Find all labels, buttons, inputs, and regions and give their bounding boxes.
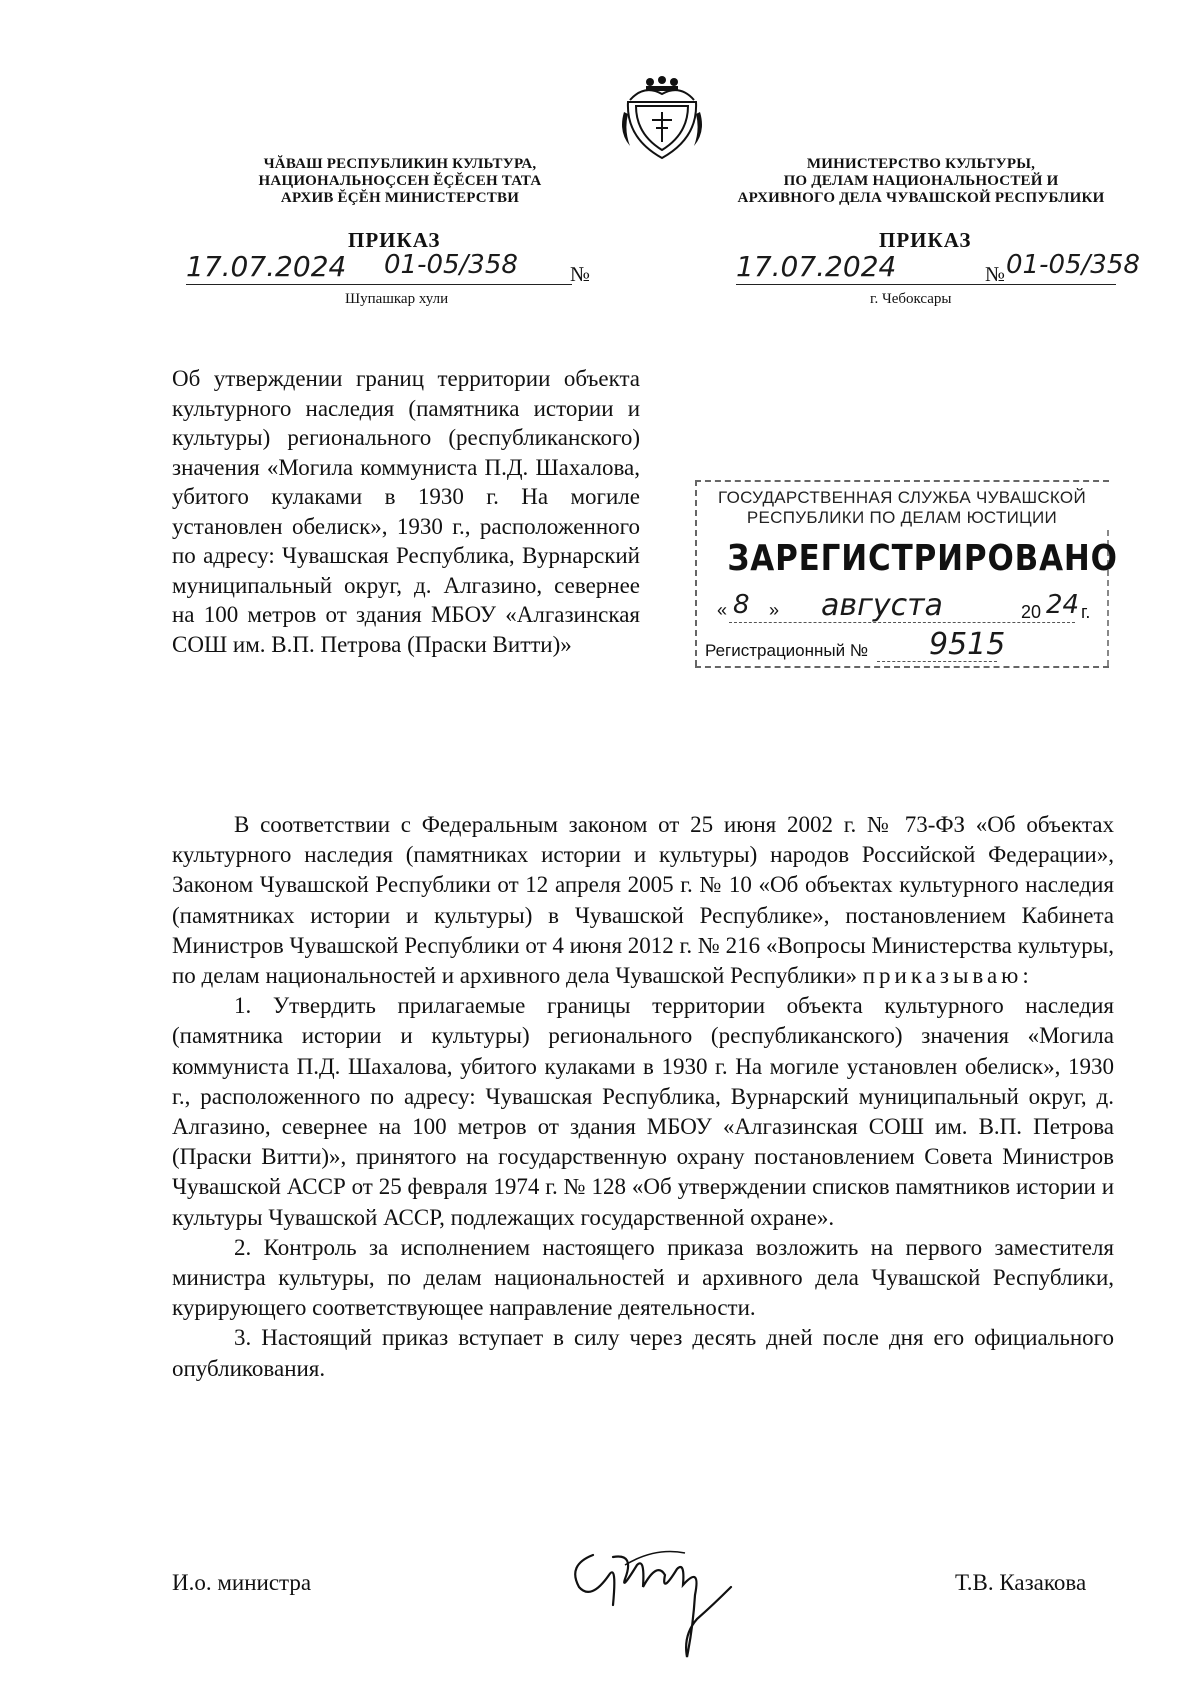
number-sign-left: №	[570, 262, 591, 286]
order-title-left: ПРИКАЗ	[348, 228, 441, 252]
stamp-reg-underline	[877, 661, 997, 662]
handwritten-signature	[565, 1535, 745, 1665]
order-directive: приказываю:	[862, 963, 1033, 989]
stamp-line-1: ГОСУДАРСТВЕННАЯ СЛУЖБА ЧУВАШСКОЙ	[718, 488, 1086, 507]
stamp-year-suffix: 24	[1046, 590, 1080, 620]
stamp-year-prefix: 20	[1021, 602, 1042, 622]
header-right-line: АРХИВНОГО ДЕЛА ЧУВАШСКОЙ РЕСПУБЛИКИ	[737, 190, 1105, 206]
stamp-reg-label: Регистрационный №	[705, 641, 869, 660]
stamp-border-top	[695, 480, 1109, 482]
registration-stamp	[695, 480, 1118, 680]
number-sign-right: №	[985, 262, 1006, 286]
chuvash-republic-emblem-icon	[616, 72, 708, 164]
stamp-day: 8	[733, 590, 750, 620]
header-right-line: МИНИСТЕРСТВО КУЛЬТУРЫ,	[806, 156, 1036, 172]
header-left-org	[230, 156, 570, 207]
stamp-date-row	[703, 588, 1103, 626]
preamble-text: В соответствии с Федеральным законом от 25 июня 2002 г. № 73-ФЗ «Об объектах культурного наследия (памятниках истории и культуры) народов Российской Федерации», Законом Чувашской Республики от 12 апреля 2005 г. № 10 «Об объектах культурного наследия (памятниках истории и культуры) в Чувашской Республике», постановлением Кабинета Министров Чувашской Республики от 4 июня 2012 г. № 216 «Вопросы Министерства культуры, по делам национальностей и архивного дела Чувашской Республики»	[172, 812, 1114, 989]
body-paragraph-preamble	[172, 810, 1114, 991]
stamp-month: августа	[821, 588, 943, 623]
stamp-border-left	[695, 480, 697, 666]
header-left-line: АРХИВ ĔÇĔН МИНИСТЕРСТВИ	[280, 190, 520, 206]
stamp-quote-open: «	[717, 600, 728, 620]
order-date-right: 17.07.2024	[736, 250, 897, 283]
body-paragraph-item-3: 3. Настоящий приказ вступает в силу через десять дней после дня его официального опубликования.	[172, 1325, 1114, 1381]
body-paragraph-item-1: 1. Утвердить прилагаемые границы территории объекта культурного наследия (памятника истории и культуры) регионального (республиканского) значения «Могила коммуниста П.Д. Шахалова, убитого кулаками в 1930 г. На могиле установлен обелиск», 1930 г., расположенного по адресу: Чувашская Республика, Вурнарский муниципальный округ, д. Алгазино, севернее на 100 метров от здания МБОУ «Алгазинская СОШ им. В.П. Петрова (Праски Витти)», принятого на государственную охрану постановлением Совета Министров Чувашской АССР от 25 февраля 1974 г. № 128 «Об утверждении списков памятников истории и культуры Чувашской АССР, подлежащих государственной охране».	[172, 993, 1114, 1230]
stamp-quote-close: »	[769, 600, 780, 620]
signatory-name: Т.В. Казакова	[955, 1570, 1087, 1595]
order-body	[172, 810, 1114, 1384]
stamp-year-unit: г.	[1081, 602, 1091, 622]
stamp-text	[699, 488, 1118, 579]
order-date-left: 17.07.2024	[186, 250, 347, 283]
stamp-reg-row	[705, 627, 1105, 665]
header-left-line: ЧĂВАШ РЕСПУБЛИКИН КУЛЬТУРА,	[263, 156, 537, 172]
stamp-border-bottom	[695, 666, 1109, 668]
date-underline-left	[186, 284, 572, 285]
body-paragraph-item-2: 2. Контроль за исполнением настоящего приказа возложить на первого заместителя министра культуры, по делам национальностей и архивного дела Чувашской Республики, курирующего соответствующее направление деятельности.	[172, 1234, 1114, 1321]
header-right-org	[726, 156, 1116, 207]
city-left: Шупашкар хули	[345, 291, 449, 307]
order-number-right: 01-05/358	[1006, 250, 1140, 280]
signatory-position: И.о. министра	[172, 1570, 312, 1595]
stamp-reg-number: 9515	[929, 627, 1006, 662]
stamp-title: ЗАРЕГИСТРИРОВАНО	[727, 538, 1118, 579]
order-subject: Об утверждении границ территории объекта культурного наследия (памятника истории и культуры) регионального (республиканского) значения «Могила коммуниста П.Д. Шахалова, убитого кулаками в 1930 г. На могиле установлен обелиск», 1930 г., расположенного по адресу: Чувашская Республика, Вурнарский муниципальный округ, д. Алгазино, севернее на 100 метров от здания МБОУ «Алгазинская СОШ им. В.П. Петрова (Праски Витти)»	[172, 366, 640, 657]
order-title-right: ПРИКАЗ	[879, 228, 972, 252]
city-right: г. Чебоксары	[870, 291, 952, 307]
order-number-left: 01-05/358	[384, 250, 518, 280]
date-underline-right	[736, 284, 1116, 285]
stamp-date-underline	[729, 622, 1075, 623]
header-left-line: НАЦИОНАЛЬНОÇСЕН ĔÇĔСЕН ТАТА	[258, 173, 542, 189]
stamp-line-2: РЕСПУБЛИКИ ПО ДЕЛАМ ЮСТИЦИИ	[746, 508, 1058, 527]
header-right-line: ПО ДЕЛАМ НАЦИОНАЛЬНОСТЕЙ И	[783, 173, 1059, 189]
